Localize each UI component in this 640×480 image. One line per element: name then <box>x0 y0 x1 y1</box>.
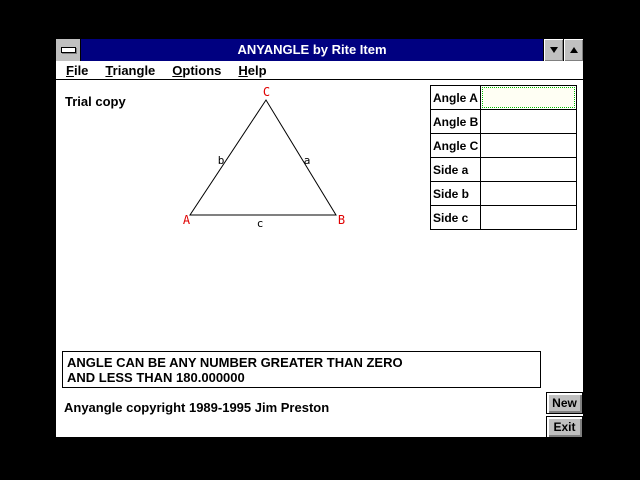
row-label-side-a: Side a <box>431 158 481 181</box>
menu-help-hotkey: H <box>238 62 248 78</box>
table-row <box>431 182 576 206</box>
menu-bar <box>56 61 583 80</box>
values-table <box>430 85 577 230</box>
client-area <box>56 80 583 437</box>
new-button[interactable]: New <box>546 392 583 414</box>
menu-triangle[interactable] <box>105 63 155 78</box>
status-message-line1: ANGLE CAN BE ANY NUMBER GREATER THAN ZERO <box>67 355 403 370</box>
menu-options-rest: ptions <box>182 62 222 78</box>
table-row <box>431 110 576 134</box>
table-row <box>431 134 576 158</box>
vertex-b-label: B <box>337 213 346 227</box>
selection-marquee <box>482 87 575 108</box>
side-c-label: c <box>256 217 264 230</box>
maximize-button[interactable] <box>563 39 583 61</box>
menu-file[interactable] <box>66 63 88 78</box>
menu-help-rest: elp <box>247 62 267 78</box>
exit-button[interactable]: Exit <box>546 416 583 438</box>
status-message-box <box>62 351 541 388</box>
menu-file-rest: ile <box>73 62 89 78</box>
menu-file-hotkey: F <box>66 62 74 78</box>
menu-triangle-rest: riangle <box>112 62 156 78</box>
status-message-line2: AND LESS THAN 180.000000 <box>67 370 245 385</box>
trial-copy-label: Trial copy <box>65 94 126 109</box>
menu-triangle-hotkey: T <box>105 62 113 78</box>
row-label-angle-b: Angle B <box>431 110 481 133</box>
vertex-a-label: A <box>182 213 191 227</box>
value-field-angle-c[interactable] <box>481 134 576 157</box>
triangle-diagram <box>176 80 416 240</box>
triangle-outline <box>190 100 336 215</box>
minimize-button[interactable] <box>543 39 563 61</box>
menu-help[interactable] <box>238 63 266 78</box>
value-field-side-b[interactable] <box>481 182 576 205</box>
window-title: ANYANGLE by Rite Item <box>237 42 387 57</box>
menu-options-hotkey: O <box>172 62 183 78</box>
row-label-side-b: Side b <box>431 182 481 205</box>
side-b-label: b <box>217 154 225 167</box>
row-label-side-c: Side c <box>431 206 481 229</box>
title-bar[interactable] <box>56 39 583 61</box>
row-label-angle-c: Angle C <box>431 134 481 157</box>
up-arrow-icon <box>570 47 578 53</box>
copyright-text: Anyangle copyright 1989-1995 Jim Preston <box>64 400 330 415</box>
table-row <box>431 86 576 110</box>
value-field-angle-a[interactable] <box>481 86 576 109</box>
value-field-side-c[interactable] <box>481 206 576 229</box>
table-row <box>431 206 576 229</box>
system-menu-icon <box>61 47 76 53</box>
side-a-label: a <box>303 154 311 167</box>
row-label-angle-a: Angle A <box>431 86 481 109</box>
anyangle-window <box>55 38 584 438</box>
menu-options[interactable] <box>172 63 221 78</box>
value-field-side-a[interactable] <box>481 158 576 181</box>
value-field-angle-b[interactable] <box>481 110 576 133</box>
system-menu-button[interactable] <box>56 39 81 61</box>
table-row <box>431 158 576 182</box>
vertex-c-label: C <box>262 85 271 99</box>
down-arrow-icon <box>550 47 558 53</box>
